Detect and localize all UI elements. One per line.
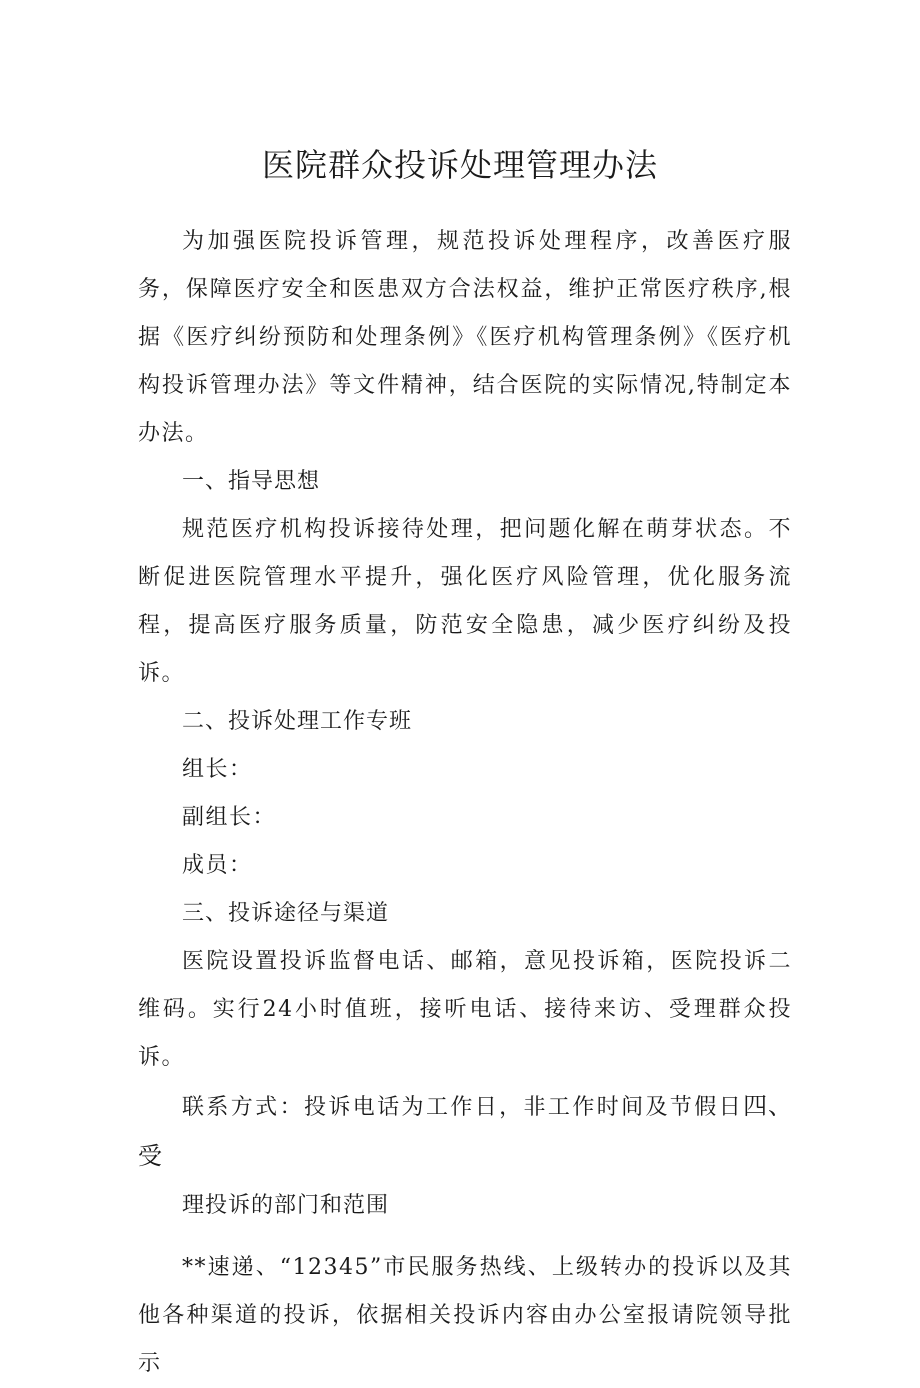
section-4-paragraph: **速递、“12345”市民服务热线、上级转办的投诉以及其他各种渠道的投诉，依据相关投诉内容由办公室报请院领导批示	[138, 1255, 792, 1376]
section-2-heading: 二、投诉处理工作专班	[182, 709, 413, 734]
contact-paragraph	[138, 1082, 792, 1182]
document-body	[138, 218, 792, 1388]
deputy-leader-label: 副组长：	[182, 805, 277, 830]
contact-text: 联系方式：投诉电话为工作日，非工作时间及节假日	[182, 1095, 744, 1120]
section-1-paragraph: 规范医疗机构投诉接待处理，把问题化解在萌芽状态。不断促进医院管理水平提升，强化医疗风险管理，优化服务流程，提高医疗服务质量，防范安全隐患，减少医疗纠纷及投诉。	[138, 517, 792, 686]
intro-paragraph: 为加强医院投诉管理，规范投诉处理程序，改善医疗服务，保障医疗安全和医患双方合法权益，维护正常医疗秩序,根据《医疗纠纷预防和处理条例》《医疗机构管理条例》《医疗机构投诉管理办法》等文件精神，结合医院的实际情况,特制定本办法。	[138, 229, 792, 446]
team-leader-label: 组长：	[182, 757, 253, 782]
section-3-paragraph: 医院设置投诉监督电话、邮箱，意见投诉箱，医院投诉二维码。实行24小时值班，接听电话、接待来访、受理群众投诉。	[138, 949, 792, 1070]
document-title: 医院群众投诉处理管理办法	[261, 146, 658, 184]
section-4-heading-end: 理投诉的部门和范围	[182, 1193, 390, 1218]
section-1-heading: 一、指导思想	[182, 469, 321, 494]
section-3-heading: 三、投诉途径与渠道	[182, 901, 390, 926]
members-label: 成员：	[182, 853, 253, 878]
section-4-heading-start: 四、受	[138, 1092, 792, 1170]
